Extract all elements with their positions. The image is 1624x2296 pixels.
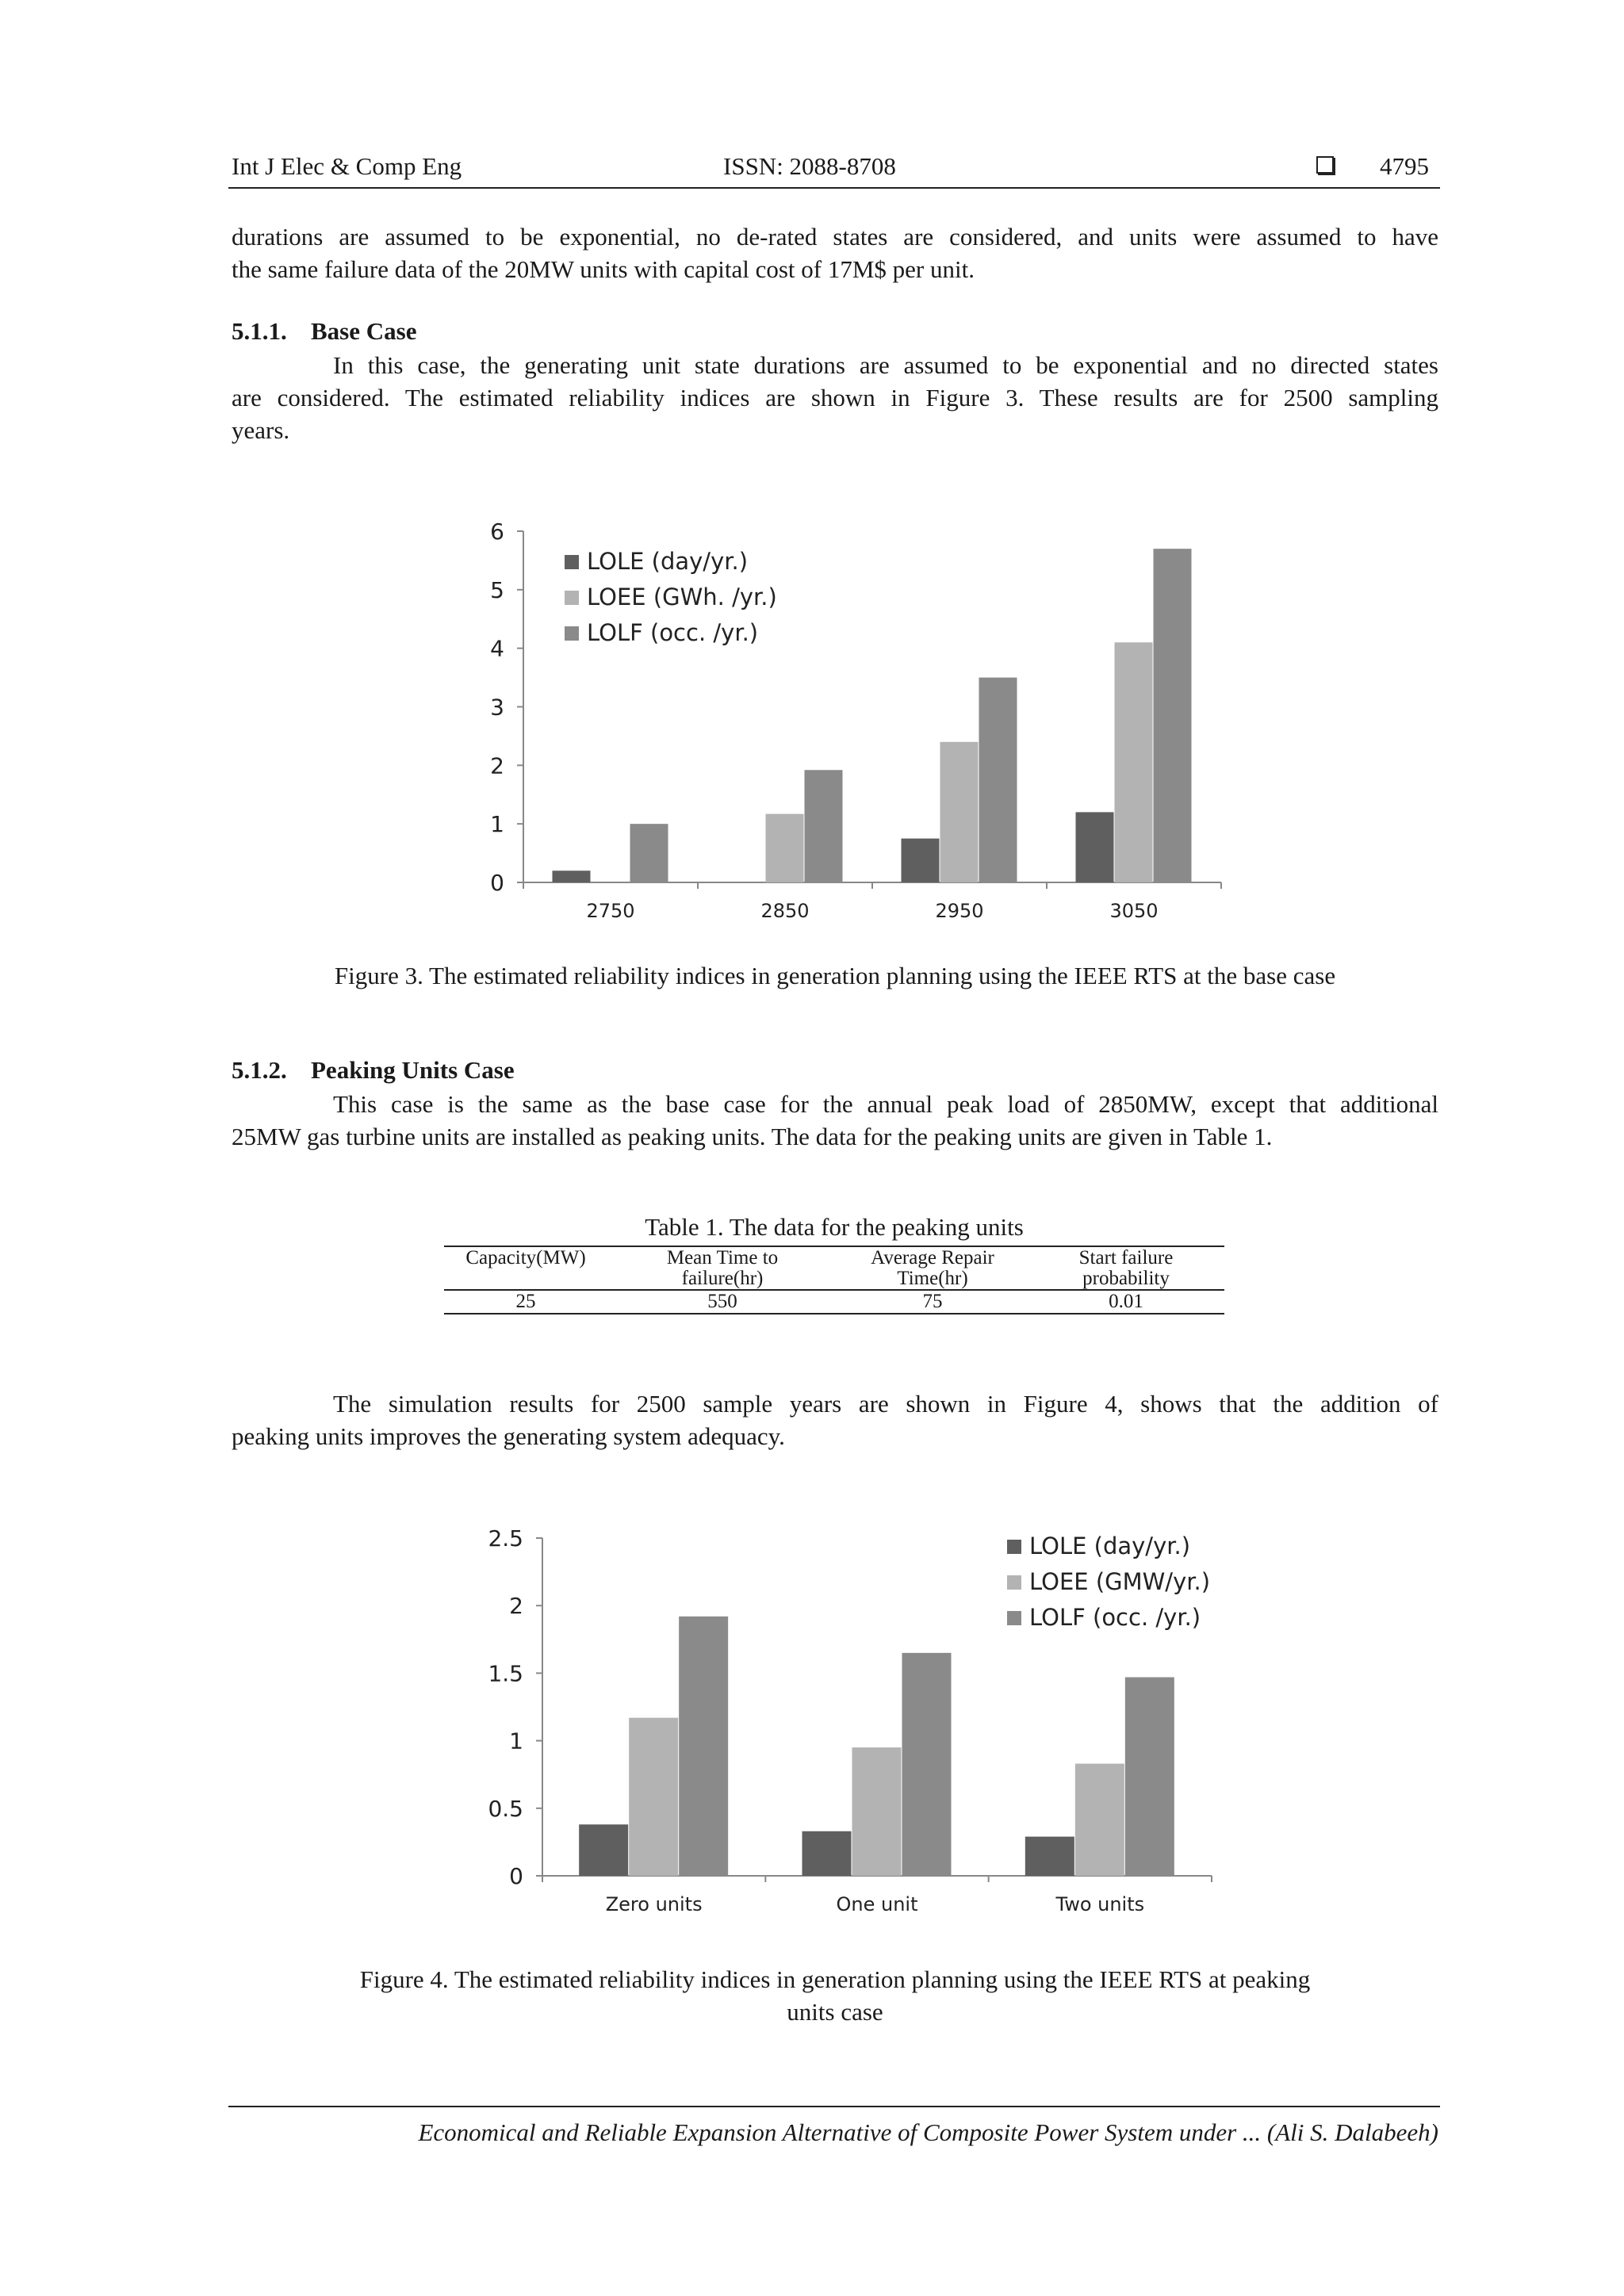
table-row xyxy=(444,1290,1224,1314)
bar xyxy=(902,839,940,882)
text-line: The simulation results for 2500 sample years are shown in Figure 4, shows that the addition of xyxy=(333,1390,1438,1418)
bar xyxy=(679,1617,728,1876)
x-tick-label: 2950 xyxy=(935,900,984,922)
figure-3-chart xyxy=(444,507,1237,951)
x-tick-label: Two units xyxy=(1055,1893,1145,1915)
table-1 xyxy=(444,1248,1224,1314)
section-title: Base Case xyxy=(311,317,417,345)
y-tick-label: 2.5 xyxy=(488,1525,523,1552)
bar xyxy=(766,814,804,882)
x-tick-label: 2850 xyxy=(760,900,810,922)
text-line: are considered. The estimated reliability indices are shown in Figure 3. These results are for 2500 sampling xyxy=(232,384,1438,411)
y-tick-label: 4 xyxy=(490,635,504,662)
legend-swatch xyxy=(565,626,579,641)
journal-name: Int J Elec & Comp Eng xyxy=(232,152,462,180)
running-footer: Economical and Reliable Expansion Alternative of Composite Power System under ... (Ali S. Dalabeeh) xyxy=(418,2118,1438,2146)
bar xyxy=(1154,549,1192,882)
y-tick-label: 1.5 xyxy=(488,1660,523,1687)
bar xyxy=(629,1718,678,1876)
text-line: durations are assumed to be exponential, no de-rated states are considered, and units were assumed to have xyxy=(232,223,1438,251)
header-line: Mean Time to xyxy=(666,1247,779,1269)
figure-3-caption: Figure 3. The estimated reliability indices in generation planning using the IEEE RTS at the base case xyxy=(334,962,1336,989)
bar xyxy=(579,1824,628,1876)
table-cell: 0.01 xyxy=(1028,1290,1224,1314)
text-line: peaking units improves the generating system adequacy. xyxy=(232,1422,785,1450)
text-line: years. xyxy=(232,416,290,444)
table-cell: 75 xyxy=(837,1290,1028,1314)
figure-4-chart xyxy=(444,1514,1237,1942)
page-number: 4795 xyxy=(1380,152,1429,180)
y-tick-label: 2 xyxy=(509,1593,523,1620)
table-header-row xyxy=(444,1248,1224,1290)
table-cell: 550 xyxy=(607,1290,837,1314)
text-line: This case is the same as the base case for the annual peak load of 2850MW, except that additional xyxy=(333,1090,1438,1118)
x-tick-label: 3050 xyxy=(1109,900,1159,922)
y-tick-label: 1 xyxy=(490,811,504,838)
table-header-cell xyxy=(837,1248,1028,1290)
bar xyxy=(1125,1678,1174,1876)
header-line: failure(hr) xyxy=(681,1268,764,1289)
legend-swatch xyxy=(1007,1540,1021,1554)
y-tick-label: 2 xyxy=(490,752,504,779)
header-rule xyxy=(228,187,1440,189)
header-line: probability xyxy=(1082,1268,1170,1289)
section-heading-peaking-units xyxy=(232,1056,515,1085)
y-tick-label: 0 xyxy=(509,1863,523,1889)
bar xyxy=(852,1747,902,1876)
y-tick-label: 5 xyxy=(490,576,504,603)
y-tick-label: 0.5 xyxy=(488,1795,523,1822)
bar xyxy=(1076,812,1114,882)
bar xyxy=(1115,642,1153,882)
caption-line: units case xyxy=(787,1998,883,2026)
paragraph-peaking-units xyxy=(232,1088,1438,1153)
paragraph-base-case xyxy=(232,349,1438,446)
caption-line: Figure 4. The estimated reliability indices in generation planning using the IEEE RTS at peaking xyxy=(359,1965,1311,1993)
footer-rule xyxy=(228,2106,1440,2107)
header-line: Average Repair xyxy=(871,1247,994,1269)
bar xyxy=(802,1831,852,1876)
legend-swatch xyxy=(565,591,579,605)
legend-swatch xyxy=(1007,1611,1021,1625)
paragraph-simulation-results xyxy=(232,1387,1438,1452)
bar xyxy=(1025,1837,1074,1876)
x-tick-label: Zero units xyxy=(605,1893,703,1915)
x-tick-label: 2750 xyxy=(586,900,635,922)
table-header-cell xyxy=(1028,1248,1224,1290)
y-tick-label: 1 xyxy=(509,1728,523,1755)
paragraph-intro xyxy=(232,220,1438,285)
text-line: 25MW gas turbine units are installed as peaking units. The data for the peaking units are given in Table 1. xyxy=(232,1123,1273,1150)
section-number: 5.1.1. xyxy=(232,317,287,345)
header-line: Start failure xyxy=(1078,1247,1174,1269)
legend-swatch xyxy=(1007,1575,1021,1590)
legend-label: LOLF (occ. /yr.) xyxy=(587,619,759,646)
bar xyxy=(805,770,843,882)
table-1-caption: Table 1. The data for the peaking units xyxy=(645,1213,1024,1241)
issn: ISSN: 2088-8708 xyxy=(723,152,896,180)
y-tick-label: 3 xyxy=(490,694,504,721)
table-header-cell xyxy=(607,1248,837,1290)
bar xyxy=(1075,1764,1124,1876)
y-tick-label: 0 xyxy=(490,870,504,896)
legend-label: LOEE (GWh. /yr.) xyxy=(587,584,777,610)
legend-swatch xyxy=(565,555,579,569)
bar xyxy=(902,1653,952,1876)
legend-label: LOLF (occ. /yr.) xyxy=(1029,1604,1201,1631)
bar xyxy=(979,678,1017,882)
bar xyxy=(940,742,979,882)
table-cell: 25 xyxy=(444,1290,607,1314)
text-line: the same failure data of the 20MW units with capital cost of 17M$ per unit. xyxy=(232,255,975,283)
header-line: Time(hr) xyxy=(897,1268,968,1289)
legend-label: LOEE (GMW/yr.) xyxy=(1029,1568,1211,1595)
text-line: In this case, the generating unit state durations are assumed to be exponential and no directed states xyxy=(333,351,1438,379)
square-bullet-icon xyxy=(1316,156,1334,174)
y-tick-label: 6 xyxy=(490,519,504,545)
table-header-cell xyxy=(444,1248,607,1290)
header-line: Capacity(MW) xyxy=(465,1247,586,1269)
bar xyxy=(553,871,591,882)
legend-label: LOLE (day/yr.) xyxy=(1029,1533,1191,1559)
section-heading-base-case xyxy=(232,317,416,346)
bar xyxy=(630,824,668,882)
section-title: Peaking Units Case xyxy=(311,1056,515,1084)
figure-4-caption xyxy=(232,1963,1438,2028)
x-tick-label: One unit xyxy=(836,1893,918,1915)
section-number: 5.1.2. xyxy=(232,1056,287,1084)
legend-label: LOLE (day/yr.) xyxy=(587,548,749,575)
